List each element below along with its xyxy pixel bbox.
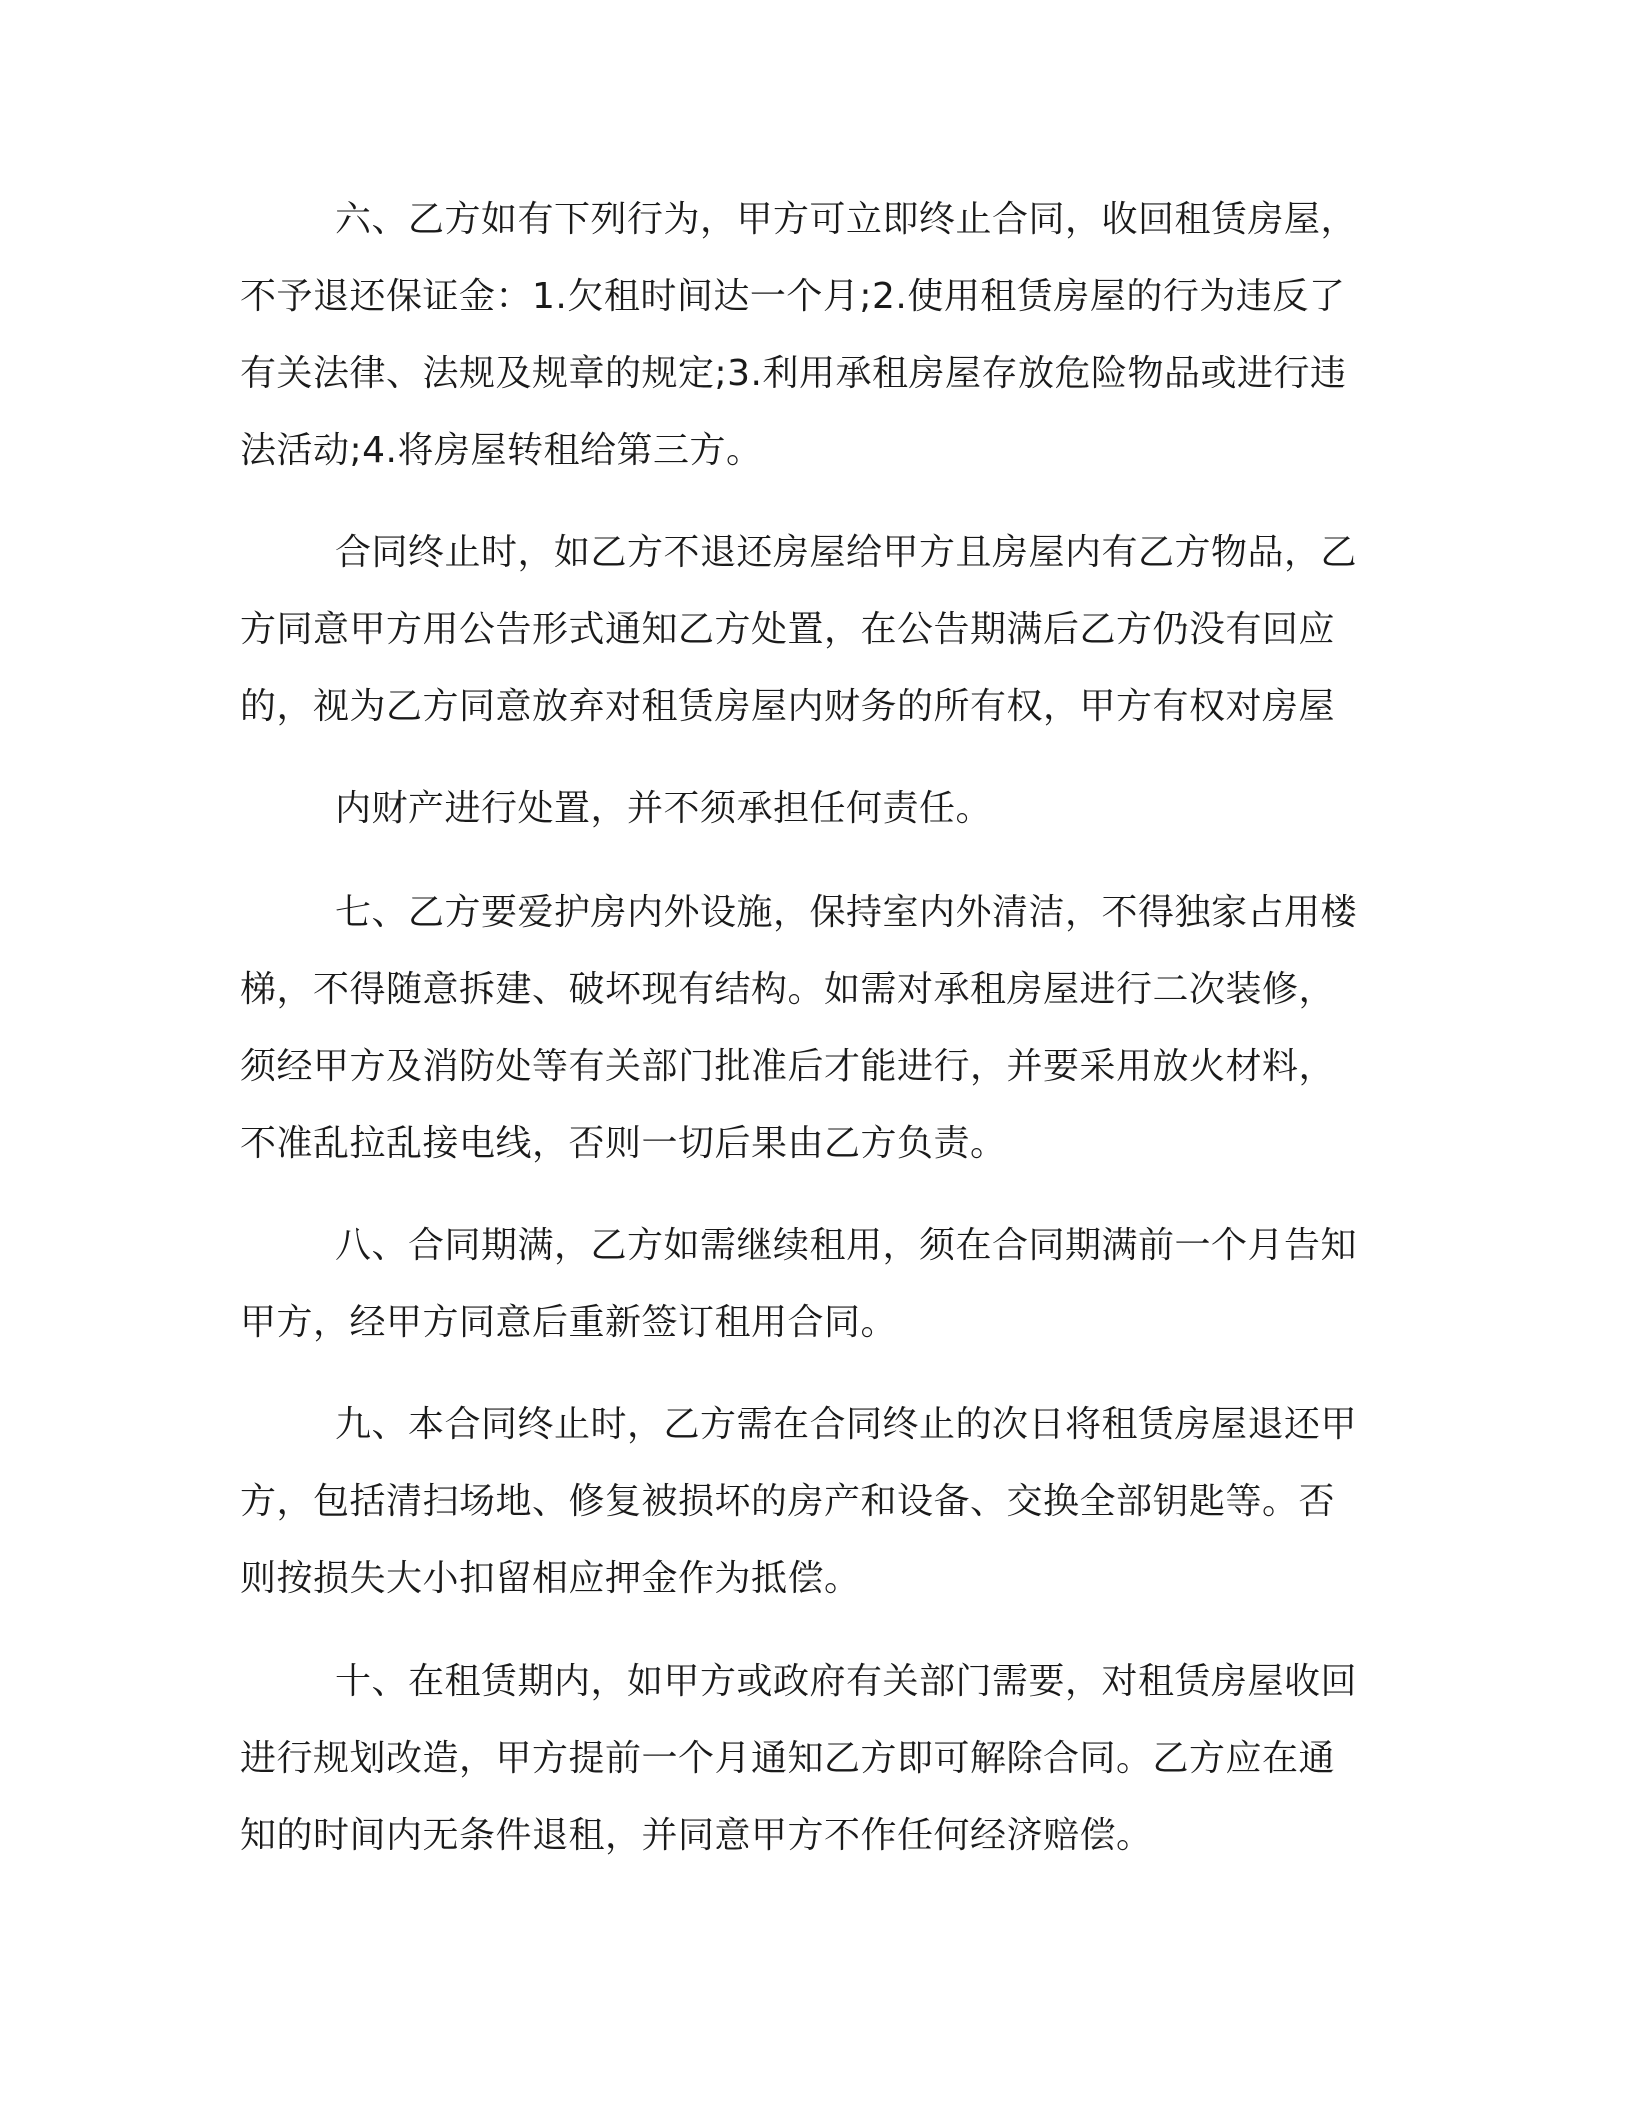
- text-line: 不予退还保证金：1.欠租时间达一个月;2.使用租赁房屋的行为违反了: [240, 276, 1346, 317]
- text-line: 须经甲方及消防处等有关部门批准后才能进行，并要采用放火材料，: [240, 1046, 1336, 1087]
- text-line: 十、在租赁期内，如甲方或政府有关部门需要，对租赁房屋收回: [335, 1661, 1358, 1702]
- text-line: 知的时间内无条件退租，并同意甲方不作任何经济赔偿。: [240, 1815, 1153, 1856]
- text-line: 甲方，经甲方同意后重新签订租用合同。: [240, 1302, 898, 1343]
- text-line: 九、本合同终止时，乙方需在合同终止的次日将租赁房屋退还甲: [335, 1404, 1358, 1445]
- text-line: 七、乙方要爱护房内外设施，保持室内外清洁，不得独家占用楼: [335, 892, 1358, 933]
- text-line: 方同意甲方用公告形式通知乙方处置，在公告期满后乙方仍没有回应: [240, 609, 1336, 650]
- text-line: 有关法律、法规及规章的规定;3.利用承租房屋存放危险物品或进行违: [240, 353, 1347, 394]
- text-line: 的，视为乙方同意放弃对租赁房屋内财务的所有权，甲方有权对房屋: [240, 686, 1336, 727]
- text-line: 六、乙方如有下列行为，甲方可立即终止合同，收回租赁房屋，: [335, 199, 1358, 240]
- text-line: 进行规划改造，甲方提前一个月通知乙方即可解除合同。乙方应在通: [240, 1738, 1336, 1779]
- text-line: 法活动;4.将房屋转租给第三方。: [240, 430, 763, 471]
- text-line: 不准乱拉乱接电线，否则一切后果由乙方负责。: [240, 1123, 1007, 1164]
- text-line: 八、合同期满，乙方如需继续租用，须在合同期满前一个月告知: [335, 1225, 1358, 1266]
- text-line: 内财产进行处置，并不须承担任何责任。: [335, 788, 993, 829]
- text-line: 梯，不得随意拆建、破坏现有结构。如需对承租房屋进行二次装修，: [240, 969, 1336, 1010]
- text-line: 则按损失大小扣留相应押金作为抵偿。: [240, 1558, 861, 1599]
- text-line: 合同终止时，如乙方不退还房屋给甲方且房屋内有乙方物品，乙: [335, 532, 1358, 573]
- text-line: 方，包括清扫场地、修复被损坏的房产和设备、交换全部钥匙等。否: [240, 1481, 1336, 1522]
